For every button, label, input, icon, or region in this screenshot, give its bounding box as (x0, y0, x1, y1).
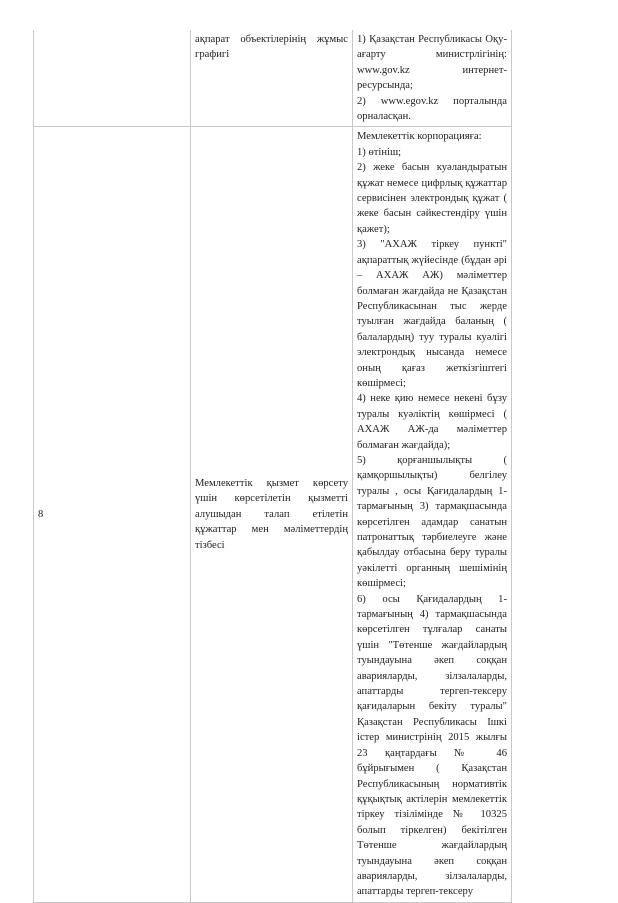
content-paragraph: 2) жеке басын куәландыратын құжат немесе цифрлық құжаттар сервисінен электрондық құжат ( жеке басын сәйкестендіру үшін қажет); (357, 162, 507, 235)
row-title-cell: ақпарат объектілерінің жұмыс графигі (191, 30, 353, 127)
row-number-cell: 8 (34, 127, 191, 902)
content-paragraph: Мемлекеттік корпорацияға: (357, 131, 482, 143)
content-paragraph: 1) өтініш; (357, 146, 402, 158)
content-paragraph: 3) "АХАЖ тіркеу пункті" ақпараттық жүйесінде (бұдан әрі – АХАЖ АЖ) мәліметтер болмаған жағдайда не Қазақстан Республикасынан тыс жерде туылған жағдайда баланың ( балалардың) туу туралы куәлігі электрондық нысанда немесе оның қағаз жеткізгіштегі көшірмесі; (357, 239, 507, 389)
table-row (34, 30, 512, 127)
content-paragraph: 1) Қазақстан Республикасы Оқу-ағарту министрлігінің: www.gov.kz интернет-ресурсында; (357, 34, 507, 92)
services-table (33, 30, 512, 903)
content-paragraph: 2) www.egov.kz порталында орналасқан. (357, 95, 507, 123)
row-content-cell (353, 127, 512, 902)
row-title-cell: Мемлекеттік қызмет көрсету үшін көрсетілетін қызметті алушыдан талап етілетін құжаттар мен мәліметтердің тізбесі (191, 127, 353, 902)
table-row (34, 127, 512, 902)
content-paragraph: 5) қорғаншылықты ( қамқоршылықты) белгілеу туралы , осы Қағидалардың 1-тармағының 3) тармақшасында көрсетілген адамдар санатын патронаттық тәрбиелеуге және қабылдау отбасына беру туралы уәкілетті органның шешімінің көшірмесі; (357, 454, 507, 590)
content-paragraph: 6) осы Қағидалардың 1-тармағының 4) тармақшасында көрсетілген тұлғалар санаты үшін "Төтенше жағдайлардың туындауына әкеп соққан аварияларды, зілзалаларды, апаттарды тергеп-тексеру қағидаларын бекіту туралы" Қазақстан Республикасы Ішкі істер министрінің 2015 жылғы 23 қаңтардағы № 46 бұйрығымен ( Қазақстан Республикасының нормативтік құқықтық актілерін мемлекеттік тіркеу тізілімінде № 10325 болып тіркелген) бекітілген Төтенше жағдайлардың туындауына әкеп соққан аварияларды, зілзалаларды, апаттарды тергеп-тексеру (357, 593, 507, 898)
row-content-cell (353, 30, 512, 127)
row-number-cell (34, 30, 191, 127)
content-paragraph: 4) неке қию немесе некені бұзу туралы куәліктің көшірмесі ( АХАЖ АЖ-да мәліметтер болмаған жағдайда); (357, 393, 507, 451)
